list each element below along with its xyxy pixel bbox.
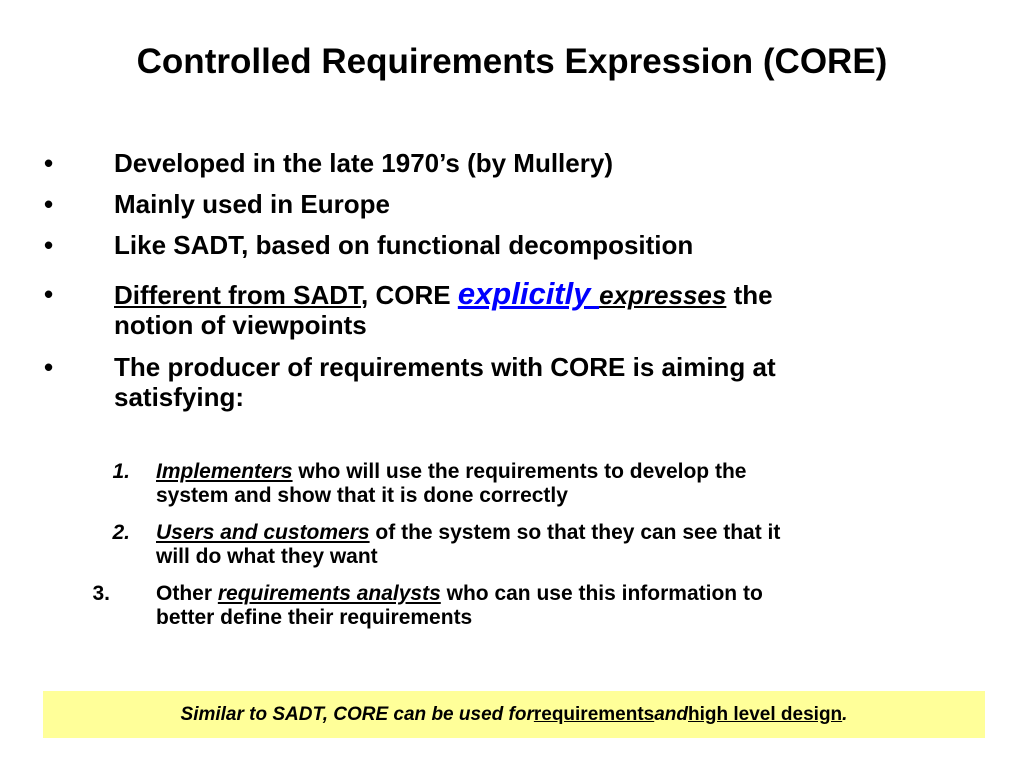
bullet-text [114, 148, 994, 178]
item-rest: who can use this information to [440, 582, 763, 605]
item-pre: Other [156, 582, 218, 605]
bullet-line: The producer of requirements with CORE is aiming at [114, 352, 776, 382]
item-text [156, 582, 1016, 630]
bullet-text [114, 352, 994, 412]
bullet-line [114, 276, 994, 311]
emphasis-explicitly: explicitly [457, 276, 600, 311]
callout-text: . [842, 703, 848, 725]
item-line [156, 582, 1016, 606]
item-line: will do what they want [156, 545, 378, 568]
item-lead: Implementers [156, 460, 293, 483]
item-text [156, 521, 1016, 569]
item-number: 2. [112, 521, 130, 544]
item-number: 3. [92, 582, 110, 605]
callout-text: and [654, 703, 689, 725]
callout-keyword-design: high level design [688, 703, 843, 725]
item-lead: requirements analysts [217, 582, 441, 605]
slide-title: Controlled Requirements Expression (CORE) [136, 42, 888, 81]
item-line: better define their requirements [156, 606, 473, 629]
bullet-line: Developed in the late 1970’s (by Mullery) [114, 148, 613, 178]
bullet-marker: • [44, 230, 54, 260]
bullet-text [114, 276, 994, 340]
callout-text: Similar to SADT, CORE can be used for [180, 703, 534, 725]
callout-box [43, 691, 985, 738]
item-rest: of the system so that they can see that it [369, 521, 781, 544]
plain-phrase: the [726, 280, 773, 310]
bullet-marker: • [44, 352, 54, 382]
item-line [156, 521, 1016, 545]
underlined-phrase: Different from SADT [114, 280, 362, 310]
bullet-marker: • [44, 189, 54, 219]
emphasis-expresses: expresses [599, 280, 727, 310]
item-line: system and show that it is done correctly [156, 484, 568, 507]
plain-phrase: , CORE [361, 280, 458, 310]
bullet-line: notion of viewpoints [114, 310, 367, 340]
bullet-line: satisfying: [114, 382, 245, 412]
bullet-marker: • [44, 279, 54, 309]
item-number: 1. [112, 460, 130, 483]
bullet-line: Like SADT, based on functional decomposition [114, 230, 694, 260]
bullet-text [114, 230, 994, 260]
item-line [156, 460, 1016, 484]
bullet-text [114, 189, 994, 219]
item-lead: Users and customers [156, 521, 370, 544]
item-rest: who will use the requirements to develop the [292, 460, 747, 483]
bullet-line: Mainly used in Europe [114, 189, 390, 219]
bullet-marker: • [44, 148, 54, 178]
callout-keyword-requirements: requirements [533, 703, 655, 725]
item-text [156, 460, 1016, 508]
